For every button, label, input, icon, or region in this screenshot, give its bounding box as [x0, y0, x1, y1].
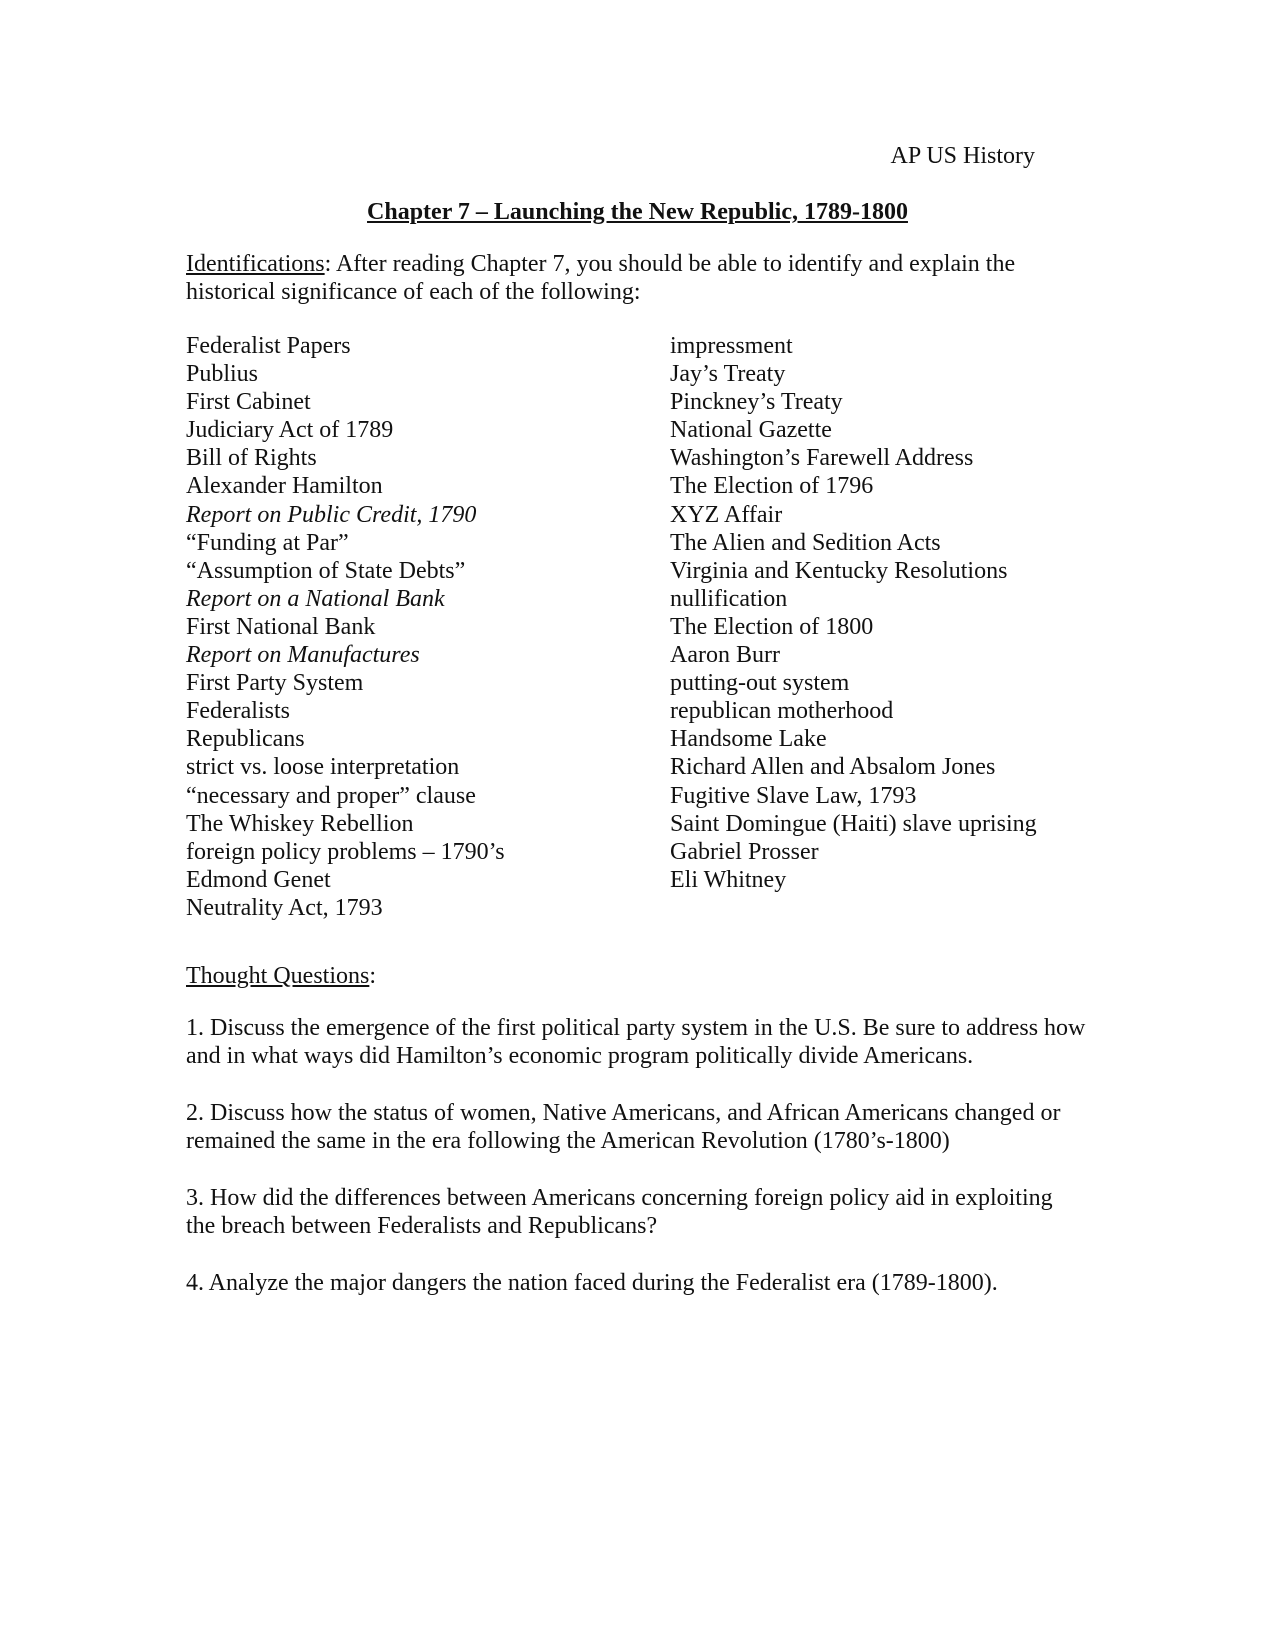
identifications-text: : After reading Chapter 7, you should be able to identify and explain the historical significance of each of the following:	[186, 251, 1016, 305]
term-item: Republicans	[186, 726, 305, 753]
term-item: First National Bank	[186, 613, 376, 640]
term-item: Edmond Genet	[186, 866, 331, 893]
term-item: Fugitive Slave Law, 1793	[670, 782, 917, 809]
term-item: Eli Whitney	[670, 866, 787, 893]
term-item: Bill of Rights	[186, 445, 317, 472]
term-item: Report on Public Credit, 1790	[186, 501, 477, 528]
question-item: 4. Analyze the major dangers the nation faced during the Federalist era (1789-1800).	[186, 1270, 998, 1296]
term-item: Washington’s Farewell Address	[670, 445, 974, 472]
term-item: strict vs. loose interpretation	[186, 754, 460, 781]
term-item: National Gazette	[670, 417, 832, 444]
term-item: “necessary and proper” clause	[186, 782, 476, 809]
term-item: First Party System	[186, 670, 364, 697]
term-item: The Election of 1800	[670, 613, 874, 640]
term-item: putting-out system	[670, 670, 850, 697]
term-item: Federalist Papers	[186, 333, 351, 359]
thought-questions-label: Thought Questions	[186, 963, 370, 989]
thought-questions-colon: :	[369, 963, 376, 989]
term-item: First Cabinet	[186, 389, 311, 416]
term-item: Pinckney’s Treaty	[670, 389, 843, 416]
term-item: impressment	[670, 333, 793, 359]
terms-left-column	[186, 332, 646, 922]
course-name: AP US History	[890, 143, 1035, 169]
term-item: republican motherhood	[670, 698, 894, 725]
term-item: Handsome Lake	[670, 726, 827, 753]
term-item: Saint Domingue (Haiti) slave uprising	[670, 810, 1037, 837]
term-item: The Election of 1796	[670, 473, 874, 500]
term-item: Report on a National Bank	[186, 585, 445, 612]
term-item: Judiciary Act of 1789	[186, 417, 394, 444]
term-item: XYZ Affair	[670, 501, 783, 528]
term-item: “Assumption of State Debts”	[186, 557, 466, 584]
question-item: 3. How did the differences between Americans concerning foreign policy aid in exploiting the breach between Federalists and Republicans?	[186, 1185, 1053, 1239]
term-item: Alexander Hamilton	[186, 473, 383, 500]
chapter-title: Chapter 7 – Launching the New Republic, 1789-1800	[367, 199, 908, 225]
term-item: The Whiskey Rebellion	[186, 810, 414, 837]
term-item: nullification	[670, 585, 788, 612]
term-item: Neutrality Act, 1793	[186, 894, 383, 921]
term-item: Publius	[186, 361, 259, 388]
question-item: 1. Discuss the emergence of the first political party system in the U.S. Be sure to address how and in what ways did Hamilton’s economic program politically divide Americans.	[186, 1015, 1086, 1069]
term-item: Report on Manufactures	[186, 642, 420, 669]
term-item: Gabriel Prosser	[670, 838, 819, 865]
thought-questions-list	[186, 1014, 1086, 1326]
term-item: foreign policy problems – 1790’s	[186, 838, 505, 865]
term-item: Virginia and Kentucky Resolutions	[670, 557, 1008, 584]
identifications-intro	[186, 250, 1066, 306]
thought-questions-heading	[186, 960, 376, 992]
terms-right-column	[670, 332, 1090, 894]
question-item: 2. Discuss how the status of women, Native Americans, and African Americans changed or remained the same in the era following the American Revolution (1780’s-1800)	[186, 1100, 1061, 1154]
term-item: The Alien and Sedition Acts	[670, 529, 941, 556]
term-item: Richard Allen and Absalom Jones	[670, 754, 996, 781]
term-item: Federalists	[186, 698, 290, 725]
term-item: Aaron Burr	[670, 642, 780, 669]
term-item: Jay’s Treaty	[670, 361, 786, 388]
identifications-label: Identifications	[186, 251, 325, 277]
term-item: “Funding at Par”	[186, 529, 349, 556]
